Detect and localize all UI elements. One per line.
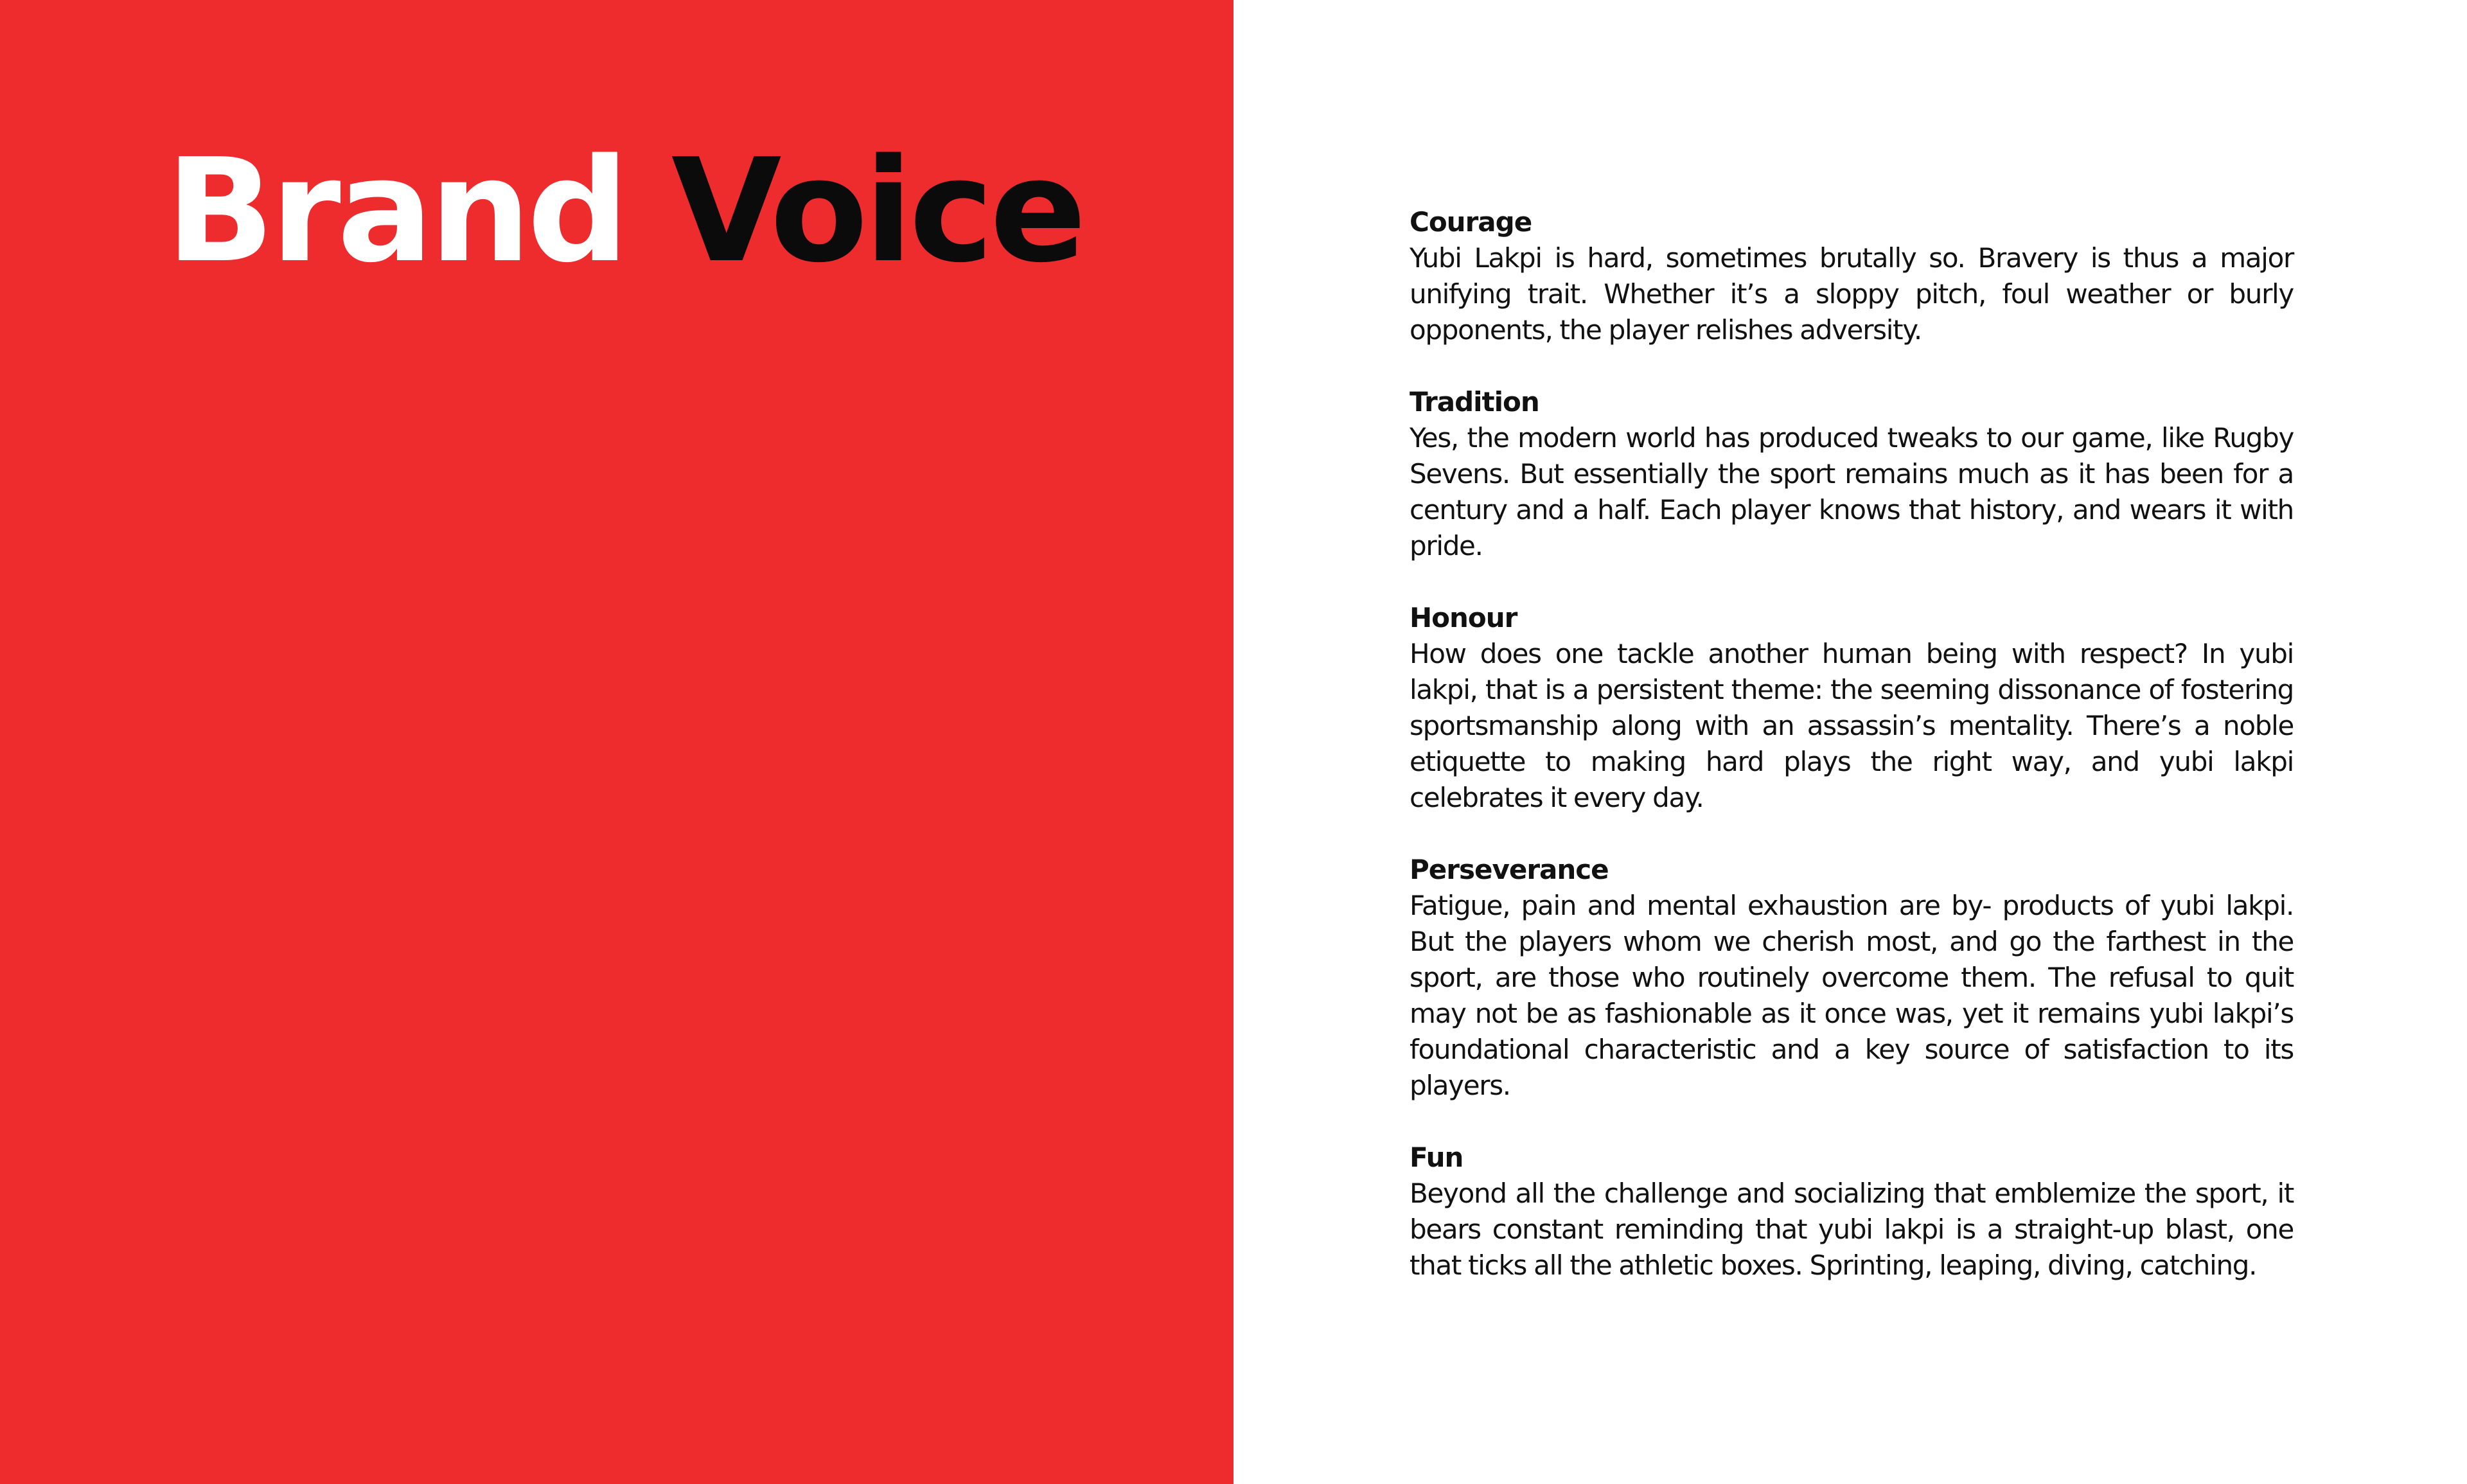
voice-traits-list (1410, 204, 2294, 1320)
trait-description: How does one tackle another human being with respect? In yubi lakpi, that is a persistent theme: the seeming dissonance of fostering sportsmanship along with an assassin’s mentality. There’s a noble etiquette to making hard plays the right way, and yubi lakpi celebrates it every day. (1410, 638, 2294, 813)
trait-heading: Fun (1410, 1142, 1463, 1173)
title-word-voice: Voice (671, 128, 1083, 294)
title-word-brand: Brand (166, 128, 626, 294)
trait-perseverance (1410, 852, 2294, 1104)
trait-courage (1410, 204, 2294, 348)
trait-description: Yubi Lakpi is hard, sometimes brutally so. Bravery is thus a major unifying trait. Whether it’s a sloppy pitch, foul weather or burly opponents, the player relishes adversity. (1410, 242, 2294, 346)
trait-heading: Tradition (1410, 386, 1539, 418)
trait-description: Fatigue, pain and mental exhaustion are by- products of yubi lakpi. But the players whom we cherish most, and go the farthest in the sport, are those who routinely overcome them. The refusal to quit may not be as fashionable as it once was, yet it remains yubi lakpi’s foundational characteristic and a key source of satisfaction to its players. (1410, 890, 2294, 1101)
trait-description: Yes, the modern world has produced tweaks to our game, like Rugby Sevens. But essentially the sport remains much as it has been for a century and a half. Each player knows that history, and wears it with pride. (1410, 422, 2294, 561)
trait-heading: Perseverance (1410, 854, 1609, 885)
trait-heading: Honour (1410, 602, 1517, 633)
page-title (166, 128, 1083, 294)
trait-tradition (1410, 384, 2294, 564)
trait-honour (1410, 600, 2294, 816)
trait-description: Beyond all the challenge and socializing that emblemize the sport, it bears constant reminding that yubi lakpi is a straight-up blast, one that ticks all the athletic boxes. Sprinting, leaping, diving, catching. (1410, 1178, 2294, 1281)
trait-fun (1410, 1140, 2294, 1284)
trait-heading: Courage (1410, 206, 1532, 238)
